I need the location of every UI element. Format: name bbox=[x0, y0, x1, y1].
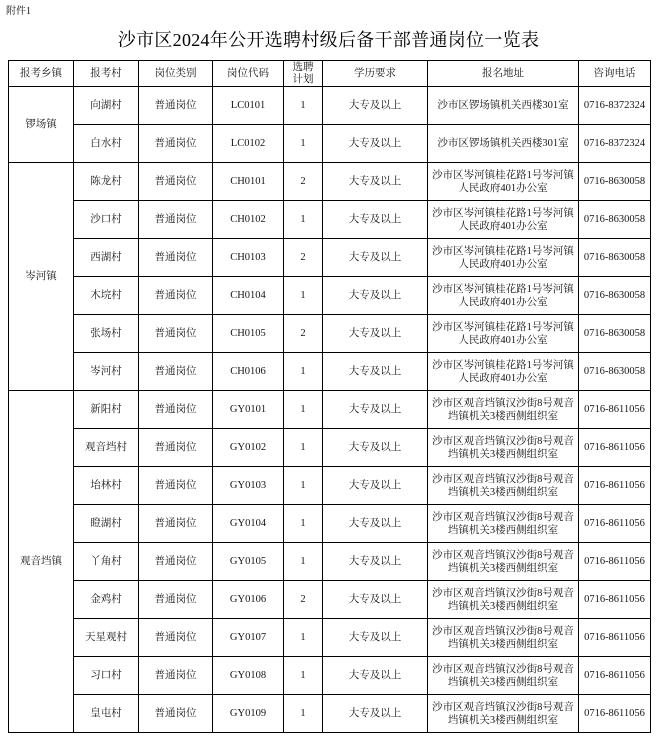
phone-cell: 0716-8611056 bbox=[579, 619, 651, 657]
education-cell: 大专及以上 bbox=[323, 163, 428, 201]
table-row bbox=[9, 581, 651, 619]
education-cell: 大专及以上 bbox=[323, 353, 428, 391]
table-row bbox=[9, 429, 651, 467]
education-cell: 大专及以上 bbox=[323, 87, 428, 125]
table-row bbox=[9, 201, 651, 239]
address-cell: 沙市区岑河镇桂花路1号岑河镇人民政府401办公室 bbox=[428, 239, 579, 277]
code-cell: CH0101 bbox=[213, 163, 284, 201]
code-cell: GY0106 bbox=[213, 581, 284, 619]
education-cell: 大专及以上 bbox=[323, 429, 428, 467]
category-cell: 普通岗位 bbox=[139, 543, 213, 581]
address-cell: 沙市区岑河镇桂花路1号岑河镇人民政府401办公室 bbox=[428, 277, 579, 315]
category-cell: 普通岗位 bbox=[139, 581, 213, 619]
header-row bbox=[9, 61, 651, 87]
attachment-label: 附件1 bbox=[6, 6, 31, 17]
table-row bbox=[9, 695, 651, 733]
code-cell: GY0105 bbox=[213, 543, 284, 581]
township-cell: 锣场镇 bbox=[9, 87, 74, 163]
plan-cell: 1 bbox=[284, 505, 323, 543]
positions-table bbox=[8, 60, 651, 733]
code-cell: GY0107 bbox=[213, 619, 284, 657]
header-village: 报考村 bbox=[74, 61, 139, 87]
plan-cell: 2 bbox=[284, 315, 323, 353]
code-cell: CH0106 bbox=[213, 353, 284, 391]
category-cell: 普通岗位 bbox=[139, 125, 213, 163]
education-cell: 大专及以上 bbox=[323, 619, 428, 657]
village-cell: 白水村 bbox=[74, 125, 139, 163]
plan-cell: 1 bbox=[284, 353, 323, 391]
township-cell: 岑河镇 bbox=[9, 163, 74, 391]
table-row bbox=[9, 125, 651, 163]
plan-cell: 1 bbox=[284, 125, 323, 163]
table-header bbox=[9, 61, 651, 87]
category-cell: 普通岗位 bbox=[139, 163, 213, 201]
header-township: 报考乡镇 bbox=[9, 61, 74, 87]
address-cell: 沙市区岑河镇桂花路1号岑河镇人民政府401办公室 bbox=[428, 163, 579, 201]
header-phone: 咨询电话 bbox=[579, 61, 651, 87]
education-cell: 大专及以上 bbox=[323, 543, 428, 581]
plan-cell: 2 bbox=[284, 581, 323, 619]
village-cell: 西湖村 bbox=[74, 239, 139, 277]
address-cell: 沙市区观音垱镇汉沙街8号观音垱镇机关3楼西侧组织室 bbox=[428, 505, 579, 543]
category-cell: 普通岗位 bbox=[139, 657, 213, 695]
code-cell: LC0101 bbox=[213, 87, 284, 125]
plan-cell: 1 bbox=[284, 619, 323, 657]
phone-cell: 0716-8630058 bbox=[579, 315, 651, 353]
table-body bbox=[9, 87, 651, 733]
category-cell: 普通岗位 bbox=[139, 315, 213, 353]
header-plan bbox=[284, 61, 323, 87]
category-cell: 普通岗位 bbox=[139, 239, 213, 277]
phone-cell: 0716-8372324 bbox=[579, 87, 651, 125]
phone-cell: 0716-8630058 bbox=[579, 201, 651, 239]
phone-cell: 0716-8611056 bbox=[579, 581, 651, 619]
phone-cell: 0716-8630058 bbox=[579, 353, 651, 391]
address-cell: 沙市区锣场镇机关西楼301室 bbox=[428, 125, 579, 163]
village-cell: 丫角村 bbox=[74, 543, 139, 581]
village-cell: 沙口村 bbox=[74, 201, 139, 239]
phone-cell: 0716-8611056 bbox=[579, 505, 651, 543]
village-cell: 向湖村 bbox=[74, 87, 139, 125]
plan-cell: 1 bbox=[284, 429, 323, 467]
phone-cell: 0716-8611056 bbox=[579, 543, 651, 581]
phone-cell: 0716-8630058 bbox=[579, 163, 651, 201]
address-cell: 沙市区观音垱镇汉沙街8号观音垱镇机关3楼西侧组织室 bbox=[428, 657, 579, 695]
table-row bbox=[9, 315, 651, 353]
plan-cell: 2 bbox=[284, 163, 323, 201]
address-cell: 沙市区岑河镇桂花路1号岑河镇人民政府401办公室 bbox=[428, 315, 579, 353]
header-code: 岗位代码 bbox=[213, 61, 284, 87]
table-row bbox=[9, 87, 651, 125]
village-cell: 皇屯村 bbox=[74, 695, 139, 733]
village-cell: 天星观村 bbox=[74, 619, 139, 657]
phone-cell: 0716-8630058 bbox=[579, 239, 651, 277]
table-row bbox=[9, 353, 651, 391]
table-row bbox=[9, 505, 651, 543]
code-cell: CH0102 bbox=[213, 201, 284, 239]
address-cell: 沙市区观音垱镇汉沙街8号观音垱镇机关3楼西侧组织室 bbox=[428, 391, 579, 429]
address-cell: 沙市区锣场镇机关西楼301室 bbox=[428, 87, 579, 125]
education-cell: 大专及以上 bbox=[323, 277, 428, 315]
address-cell: 沙市区岑河镇桂花路1号岑河镇人民政府401办公室 bbox=[428, 353, 579, 391]
code-cell: GY0109 bbox=[213, 695, 284, 733]
village-cell: 岑河村 bbox=[74, 353, 139, 391]
village-cell: 坮林村 bbox=[74, 467, 139, 505]
education-cell: 大专及以上 bbox=[323, 657, 428, 695]
table-row bbox=[9, 543, 651, 581]
education-cell: 大专及以上 bbox=[323, 467, 428, 505]
category-cell: 普通岗位 bbox=[139, 429, 213, 467]
plan-cell: 1 bbox=[284, 87, 323, 125]
address-cell: 沙市区观音垱镇汉沙街8号观音垱镇机关3楼西侧组织室 bbox=[428, 467, 579, 505]
phone-cell: 0716-8630058 bbox=[579, 277, 651, 315]
education-cell: 大专及以上 bbox=[323, 581, 428, 619]
phone-cell: 0716-8611056 bbox=[579, 391, 651, 429]
plan-cell: 1 bbox=[284, 391, 323, 429]
header-plan-label: 选聘计划 bbox=[292, 61, 314, 85]
category-cell: 普通岗位 bbox=[139, 695, 213, 733]
code-cell: GY0103 bbox=[213, 467, 284, 505]
plan-cell: 2 bbox=[284, 239, 323, 277]
header-address: 报名地址 bbox=[428, 61, 579, 87]
education-cell: 大专及以上 bbox=[323, 239, 428, 277]
village-cell: 观音垱村 bbox=[74, 429, 139, 467]
code-cell: LC0102 bbox=[213, 125, 284, 163]
township-cell: 观音垱镇 bbox=[9, 391, 74, 733]
code-cell: CH0103 bbox=[213, 239, 284, 277]
category-cell: 普通岗位 bbox=[139, 201, 213, 239]
header-category: 岗位类别 bbox=[139, 61, 213, 87]
code-cell: CH0104 bbox=[213, 277, 284, 315]
code-cell: GY0102 bbox=[213, 429, 284, 467]
plan-cell: 1 bbox=[284, 657, 323, 695]
village-cell: 金鸡村 bbox=[74, 581, 139, 619]
village-cell: 习口村 bbox=[74, 657, 139, 695]
category-cell: 普通岗位 bbox=[139, 505, 213, 543]
village-cell: 陈龙村 bbox=[74, 163, 139, 201]
code-cell: GY0108 bbox=[213, 657, 284, 695]
education-cell: 大专及以上 bbox=[323, 201, 428, 239]
village-cell: 瞪湖村 bbox=[74, 505, 139, 543]
table-row bbox=[9, 657, 651, 695]
education-cell: 大专及以上 bbox=[323, 391, 428, 429]
table-row bbox=[9, 467, 651, 505]
plan-cell: 1 bbox=[284, 277, 323, 315]
education-cell: 大专及以上 bbox=[323, 505, 428, 543]
category-cell: 普通岗位 bbox=[139, 87, 213, 125]
phone-cell: 0716-8611056 bbox=[579, 429, 651, 467]
table-row bbox=[9, 163, 651, 201]
plan-cell: 1 bbox=[284, 543, 323, 581]
plan-cell: 1 bbox=[284, 467, 323, 505]
address-cell: 沙市区观音垱镇汉沙街8号观音垱镇机关3楼西侧组织室 bbox=[428, 619, 579, 657]
code-cell: CH0105 bbox=[213, 315, 284, 353]
table-row bbox=[9, 619, 651, 657]
address-cell: 沙市区岑河镇桂花路1号岑河镇人民政府401办公室 bbox=[428, 201, 579, 239]
plan-cell: 1 bbox=[284, 695, 323, 733]
code-cell: GY0104 bbox=[213, 505, 284, 543]
category-cell: 普通岗位 bbox=[139, 391, 213, 429]
category-cell: 普通岗位 bbox=[139, 353, 213, 391]
phone-cell: 0716-8372324 bbox=[579, 125, 651, 163]
education-cell: 大专及以上 bbox=[323, 695, 428, 733]
code-cell: GY0101 bbox=[213, 391, 284, 429]
plan-cell: 1 bbox=[284, 201, 323, 239]
address-cell: 沙市区观音垱镇汉沙街8号观音垱镇机关3楼西侧组织室 bbox=[428, 429, 579, 467]
phone-cell: 0716-8611056 bbox=[579, 467, 651, 505]
address-cell: 沙市区观音垱镇汉沙街8号观音垱镇机关3楼西侧组织室 bbox=[428, 695, 579, 733]
address-cell: 沙市区观音垱镇汉沙街8号观音垱镇机关3楼西侧组织室 bbox=[428, 581, 579, 619]
table-row bbox=[9, 277, 651, 315]
table-row bbox=[9, 239, 651, 277]
education-cell: 大专及以上 bbox=[323, 125, 428, 163]
village-cell: 新阳村 bbox=[74, 391, 139, 429]
village-cell: 张场村 bbox=[74, 315, 139, 353]
address-cell: 沙市区观音垱镇汉沙街8号观音垱镇机关3楼西侧组织室 bbox=[428, 543, 579, 581]
table-row bbox=[9, 391, 651, 429]
phone-cell: 0716-8611056 bbox=[579, 695, 651, 733]
phone-cell: 0716-8611056 bbox=[579, 657, 651, 695]
category-cell: 普通岗位 bbox=[139, 619, 213, 657]
header-education: 学历要求 bbox=[323, 61, 428, 87]
category-cell: 普通岗位 bbox=[139, 467, 213, 505]
education-cell: 大专及以上 bbox=[323, 315, 428, 353]
page-title: 沙市区2024年公开选聘村级后备干部普通岗位一览表 bbox=[117, 30, 540, 50]
category-cell: 普通岗位 bbox=[139, 277, 213, 315]
village-cell: 木垸村 bbox=[74, 277, 139, 315]
